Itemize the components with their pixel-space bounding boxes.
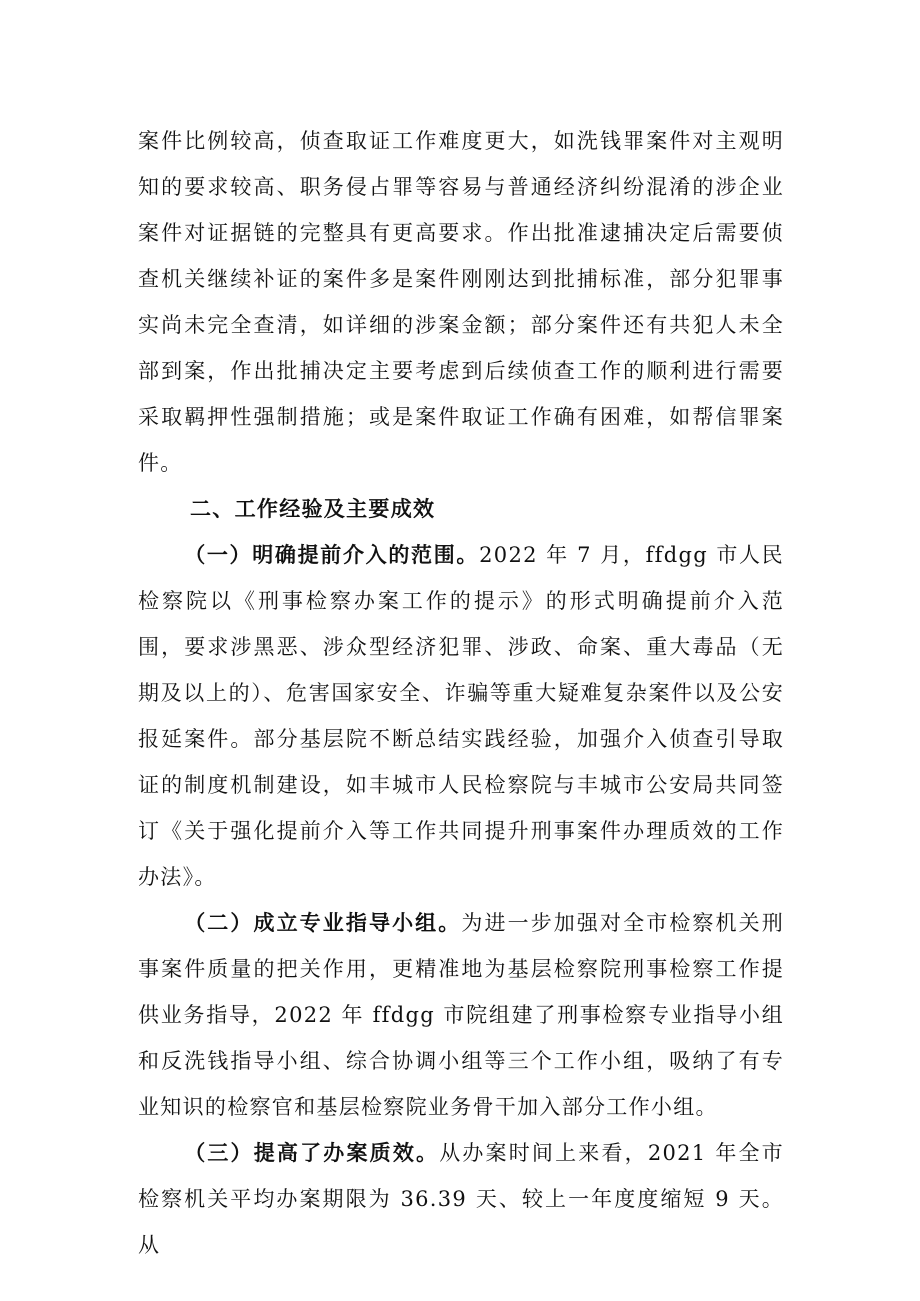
subsection-3 <box>138 1130 784 1268</box>
subsection-2-body: 为进一步加强对全市检察机关刑事案件质量的把关作用，更精准地为基层检察院刑事检察工作提供业务指导，2022 年 ffdgg 市院组建了刑事检察专业指导小组和反洗钱指导小组、综合协调小组等三个工作小组，吸纳了有专业知识的检察官和基层检察院业务骨干加入部分工作小组。 <box>138 911 784 1119</box>
subsection-1-title: （一）明确提前介入的范围。 <box>184 542 480 567</box>
subsection-1-body: 2022 年 7 月，ffdgg 市人民检察院以《刑事检察办案工作的提示》的形式明确提前介入范围，要求涉黑恶、涉众型经济犯罪、涉政、命案、重大毒品（无期及以上的）、危害国家安全、诈骗等重大疑难复杂案件以及公安报延案件。部分基层院不断总结实践经验，加强介入侦查引导取证的制度机制建设，如丰城市人民检察院与丰城市公安局共同签订《关于强化提前介入等工作共同提升刑事案件办理质效的工作办法》。 <box>138 543 784 889</box>
subsection-2 <box>138 900 784 1130</box>
paragraph-continuation: 案件比例较高，侦查取证工作难度更大，如洗钱罪案件对主观明知的要求较高、职务侵占罪等容易与普通经济纠纷混淆的涉企业案件对证据链的完整具有更高要求。作出批准逮捕决定后需要侦查机关继续补证的案件多是案件刚刚达到批捕标准，部分犯罪事实尚未完全查清，如详细的涉案金额；部分案件还有共犯人未全部到案，作出批捕决定主要考虑到后续侦查工作的顺利进行需要采取羁押性强制措施；或是案件取证工作确有困难，如帮信罪案件。 <box>138 129 784 475</box>
subsection-3-body: 从办案时间上来看，2021 年全市检察机关平均办案期限为 36.39 天、较上一年度度缩短 9 天。从 <box>138 1141 784 1257</box>
subsection-3-title: （三）提高了办案质效。 <box>184 1140 440 1165</box>
section-heading-2: 二、工作经验及主要成效 <box>190 496 436 521</box>
subsection-1 <box>138 532 784 900</box>
subsection-2-title: （二）成立专业指导小组。 <box>184 910 462 935</box>
document-body <box>138 118 784 1268</box>
